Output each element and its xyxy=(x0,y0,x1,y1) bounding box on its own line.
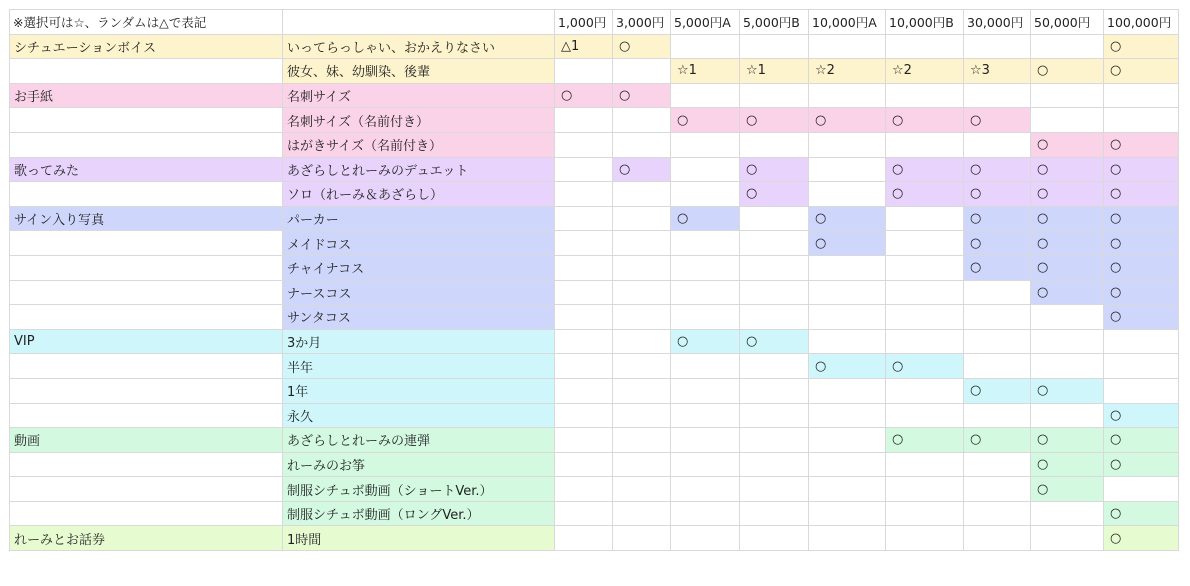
availability-cell xyxy=(886,231,964,256)
availability-cell xyxy=(613,59,671,84)
table-row xyxy=(10,83,1179,108)
table-row xyxy=(10,34,1179,59)
availability-cell: ○ xyxy=(555,83,613,108)
table-row xyxy=(10,108,1179,133)
availability-cell xyxy=(555,157,613,182)
table-row xyxy=(10,255,1179,280)
availability-cell xyxy=(1104,83,1179,108)
availability-cell xyxy=(886,132,964,157)
availability-cell xyxy=(555,452,613,477)
availability-cell xyxy=(886,403,964,428)
availability-cell xyxy=(964,83,1031,108)
availability-cell xyxy=(809,132,886,157)
availability-cell xyxy=(555,305,613,330)
item-cell: 半年 xyxy=(283,354,555,379)
availability-cell: ○ xyxy=(671,108,740,133)
availability-cell: ○ xyxy=(964,206,1031,231)
availability-cell xyxy=(1031,329,1104,354)
availability-cell: ○ xyxy=(1031,378,1104,403)
availability-cell xyxy=(1031,34,1104,59)
item-cell: あざらしとれーみの連弾 xyxy=(283,428,555,453)
availability-cell xyxy=(809,255,886,280)
availability-cell xyxy=(671,34,740,59)
price-column-header: 10,000円A xyxy=(809,10,886,35)
price-column-header: 1,000円 xyxy=(555,10,613,35)
availability-cell xyxy=(886,280,964,305)
availability-cell xyxy=(613,108,671,133)
availability-cell xyxy=(809,280,886,305)
availability-cell xyxy=(613,329,671,354)
header-blank xyxy=(283,10,555,35)
availability-cell xyxy=(671,157,740,182)
availability-cell xyxy=(886,526,964,551)
category-cell xyxy=(10,378,283,403)
availability-cell xyxy=(555,403,613,428)
item-cell: れーみのお筝 xyxy=(283,452,555,477)
availability-cell: ○ xyxy=(809,231,886,256)
item-cell: パーカー xyxy=(283,206,555,231)
category-cell: シチュエーションボイス xyxy=(10,34,283,59)
table-row xyxy=(10,280,1179,305)
availability-cell xyxy=(671,83,740,108)
availability-cell xyxy=(1031,354,1104,379)
table-row xyxy=(10,354,1179,379)
table-row xyxy=(10,182,1179,207)
availability-cell xyxy=(886,477,964,502)
availability-cell xyxy=(1031,83,1104,108)
availability-cell: ○ xyxy=(740,182,809,207)
table-row xyxy=(10,157,1179,182)
availability-cell xyxy=(740,231,809,256)
availability-cell xyxy=(555,378,613,403)
availability-cell xyxy=(1104,378,1179,403)
item-cell: 彼女、妹、幼馴染、後輩 xyxy=(283,59,555,84)
item-cell: はがきサイズ（名前付き） xyxy=(283,132,555,157)
table-row xyxy=(10,477,1179,502)
availability-cell: ○ xyxy=(740,157,809,182)
category-cell xyxy=(10,255,283,280)
availability-cell xyxy=(886,305,964,330)
availability-cell: ○ xyxy=(809,354,886,379)
category-cell: お手紙 xyxy=(10,83,283,108)
table-row xyxy=(10,132,1179,157)
availability-cell xyxy=(809,403,886,428)
availability-cell xyxy=(613,280,671,305)
availability-cell xyxy=(809,378,886,403)
availability-cell xyxy=(886,206,964,231)
availability-cell: ○ xyxy=(1104,305,1179,330)
availability-cell xyxy=(740,428,809,453)
availability-cell: ○ xyxy=(1031,255,1104,280)
availability-cell xyxy=(740,305,809,330)
availability-cell xyxy=(671,132,740,157)
availability-cell xyxy=(964,329,1031,354)
availability-cell: ○ xyxy=(1031,280,1104,305)
availability-cell xyxy=(964,132,1031,157)
category-cell xyxy=(10,354,283,379)
availability-cell xyxy=(1104,108,1179,133)
availability-cell: ○ xyxy=(809,206,886,231)
availability-cell xyxy=(964,526,1031,551)
availability-cell xyxy=(671,477,740,502)
availability-cell: ○ xyxy=(1104,452,1179,477)
availability-cell: ○ xyxy=(964,255,1031,280)
availability-cell xyxy=(613,354,671,379)
category-cell xyxy=(10,305,283,330)
price-column-header: 100,000円 xyxy=(1104,10,1179,35)
availability-cell: ○ xyxy=(964,428,1031,453)
table-row xyxy=(10,59,1179,84)
reward-table xyxy=(9,9,1179,551)
category-cell xyxy=(10,231,283,256)
availability-cell xyxy=(809,182,886,207)
availability-cell xyxy=(964,34,1031,59)
availability-cell: ☆2 xyxy=(809,59,886,84)
availability-cell xyxy=(671,354,740,379)
category-cell: 歌ってみた xyxy=(10,157,283,182)
availability-cell xyxy=(1031,305,1104,330)
availability-cell xyxy=(964,452,1031,477)
availability-cell: ○ xyxy=(809,108,886,133)
availability-cell xyxy=(671,378,740,403)
availability-cell xyxy=(671,501,740,526)
availability-cell: ○ xyxy=(1031,157,1104,182)
availability-cell xyxy=(555,108,613,133)
availability-cell: ○ xyxy=(1031,477,1104,502)
availability-cell xyxy=(671,305,740,330)
category-cell xyxy=(10,108,283,133)
availability-cell: ○ xyxy=(964,108,1031,133)
category-cell: 動画 xyxy=(10,428,283,453)
availability-cell: ○ xyxy=(1031,182,1104,207)
availability-cell xyxy=(964,305,1031,330)
availability-cell xyxy=(555,280,613,305)
availability-cell xyxy=(613,501,671,526)
item-cell: 制服シチュボ動画（ロングVer.） xyxy=(283,501,555,526)
availability-cell xyxy=(809,452,886,477)
availability-cell xyxy=(740,132,809,157)
availability-cell xyxy=(555,428,613,453)
availability-cell xyxy=(555,477,613,502)
availability-cell xyxy=(671,280,740,305)
availability-cell xyxy=(740,526,809,551)
availability-cell xyxy=(809,157,886,182)
availability-cell xyxy=(613,378,671,403)
availability-cell: ○ xyxy=(1104,255,1179,280)
availability-cell: ○ xyxy=(1031,132,1104,157)
category-cell: サイン入り写真 xyxy=(10,206,283,231)
availability-cell xyxy=(740,34,809,59)
availability-cell xyxy=(1104,477,1179,502)
availability-cell: ○ xyxy=(1104,34,1179,59)
category-cell xyxy=(10,182,283,207)
availability-cell: ○ xyxy=(1104,59,1179,84)
availability-cell xyxy=(740,477,809,502)
item-cell: いってらっしゃい、おかえりなさい xyxy=(283,34,555,59)
availability-cell xyxy=(555,329,613,354)
availability-cell: ○ xyxy=(1031,428,1104,453)
availability-cell xyxy=(809,526,886,551)
availability-cell xyxy=(809,428,886,453)
availability-cell xyxy=(809,34,886,59)
availability-cell: ○ xyxy=(1104,501,1179,526)
table-row xyxy=(10,403,1179,428)
item-cell: 3か月 xyxy=(283,329,555,354)
availability-cell xyxy=(1104,354,1179,379)
availability-cell: ○ xyxy=(613,157,671,182)
availability-cell xyxy=(671,231,740,256)
table-row xyxy=(10,526,1179,551)
price-column-header: 10,000円B xyxy=(886,10,964,35)
availability-cell xyxy=(886,452,964,477)
availability-cell xyxy=(964,280,1031,305)
category-cell xyxy=(10,132,283,157)
availability-cell xyxy=(809,83,886,108)
availability-cell: ☆2 xyxy=(886,59,964,84)
availability-cell: ○ xyxy=(1104,428,1179,453)
availability-cell xyxy=(740,83,809,108)
availability-cell xyxy=(555,526,613,551)
availability-cell xyxy=(886,34,964,59)
availability-cell xyxy=(809,329,886,354)
availability-cell xyxy=(671,428,740,453)
availability-cell xyxy=(964,501,1031,526)
availability-cell xyxy=(613,206,671,231)
availability-cell: ○ xyxy=(1031,231,1104,256)
availability-cell xyxy=(740,280,809,305)
category-cell xyxy=(10,501,283,526)
availability-cell: ○ xyxy=(1104,206,1179,231)
availability-cell xyxy=(740,206,809,231)
category-cell xyxy=(10,59,283,84)
category-cell xyxy=(10,452,283,477)
table-row xyxy=(10,231,1179,256)
availability-cell xyxy=(809,501,886,526)
category-cell xyxy=(10,403,283,428)
availability-cell xyxy=(613,305,671,330)
item-cell: サンタコス xyxy=(283,305,555,330)
table-row xyxy=(10,452,1179,477)
item-cell: ソロ（れーみ＆あざらし） xyxy=(283,182,555,207)
item-cell: メイドコス xyxy=(283,231,555,256)
table-row xyxy=(10,206,1179,231)
availability-cell: ○ xyxy=(1104,403,1179,428)
availability-cell xyxy=(1031,501,1104,526)
availability-cell: ○ xyxy=(671,329,740,354)
legend-note: ※選択可は☆、ランダムは△で表記 xyxy=(10,10,283,35)
availability-cell xyxy=(740,403,809,428)
availability-cell: ○ xyxy=(1104,526,1179,551)
availability-cell xyxy=(886,255,964,280)
table-row xyxy=(10,501,1179,526)
item-cell: 永久 xyxy=(283,403,555,428)
item-cell: チャイナコス xyxy=(283,255,555,280)
availability-cell: ○ xyxy=(964,231,1031,256)
table-row xyxy=(10,378,1179,403)
availability-cell xyxy=(886,378,964,403)
availability-cell xyxy=(740,255,809,280)
availability-cell xyxy=(671,452,740,477)
availability-cell xyxy=(809,305,886,330)
price-column-header: 30,000円 xyxy=(964,10,1031,35)
price-column-header: 3,000円 xyxy=(613,10,671,35)
category-cell xyxy=(10,280,283,305)
category-cell: れーみとお話券 xyxy=(10,526,283,551)
availability-cell xyxy=(613,255,671,280)
item-cell: ナースコス xyxy=(283,280,555,305)
availability-cell xyxy=(613,132,671,157)
availability-cell xyxy=(886,83,964,108)
availability-cell xyxy=(671,403,740,428)
availability-cell: ○ xyxy=(1104,157,1179,182)
category-cell: VIP xyxy=(10,329,283,354)
availability-cell xyxy=(671,255,740,280)
availability-cell: ☆1 xyxy=(671,59,740,84)
availability-cell xyxy=(555,354,613,379)
availability-cell xyxy=(1031,108,1104,133)
table-row xyxy=(10,329,1179,354)
availability-cell: ○ xyxy=(964,378,1031,403)
availability-cell xyxy=(1031,526,1104,551)
availability-cell xyxy=(886,501,964,526)
availability-cell: ○ xyxy=(613,34,671,59)
availability-cell xyxy=(964,477,1031,502)
availability-cell xyxy=(671,182,740,207)
availability-cell xyxy=(613,403,671,428)
price-column-header: 5,000円B xyxy=(740,10,809,35)
availability-cell xyxy=(886,329,964,354)
availability-cell: ○ xyxy=(1104,182,1179,207)
availability-cell: ○ xyxy=(613,83,671,108)
header-row xyxy=(10,10,1179,35)
availability-cell: ○ xyxy=(1031,59,1104,84)
item-cell: 名刺サイズ xyxy=(283,83,555,108)
availability-cell: ○ xyxy=(1031,452,1104,477)
availability-cell: ☆3 xyxy=(964,59,1031,84)
availability-cell: ○ xyxy=(671,206,740,231)
availability-cell xyxy=(555,132,613,157)
availability-cell xyxy=(809,477,886,502)
availability-cell: ○ xyxy=(740,108,809,133)
availability-cell: ○ xyxy=(1104,231,1179,256)
availability-cell xyxy=(555,182,613,207)
availability-cell xyxy=(613,526,671,551)
item-cell: 1年 xyxy=(283,378,555,403)
item-cell: 制服シチュボ動画（ショートVer.） xyxy=(283,477,555,502)
availability-cell xyxy=(964,403,1031,428)
availability-cell xyxy=(555,59,613,84)
availability-cell: ○ xyxy=(1104,132,1179,157)
availability-cell: ☆1 xyxy=(740,59,809,84)
availability-cell xyxy=(964,354,1031,379)
availability-cell xyxy=(671,526,740,551)
availability-cell xyxy=(740,452,809,477)
availability-cell: ○ xyxy=(740,329,809,354)
availability-cell: ○ xyxy=(886,428,964,453)
availability-cell: ○ xyxy=(886,108,964,133)
availability-cell xyxy=(555,206,613,231)
availability-cell: ○ xyxy=(1104,280,1179,305)
availability-cell xyxy=(555,255,613,280)
availability-cell xyxy=(613,428,671,453)
availability-cell: ○ xyxy=(1031,206,1104,231)
item-cell: 名刺サイズ（名前付き） xyxy=(283,108,555,133)
availability-cell: △1 xyxy=(555,34,613,59)
availability-cell xyxy=(740,378,809,403)
availability-cell xyxy=(740,501,809,526)
availability-cell xyxy=(1104,329,1179,354)
availability-cell: ○ xyxy=(886,182,964,207)
item-cell: あざらしとれーみのデュエット xyxy=(283,157,555,182)
item-cell: 1時間 xyxy=(283,526,555,551)
availability-cell xyxy=(613,182,671,207)
category-cell xyxy=(10,477,283,502)
availability-cell xyxy=(613,452,671,477)
availability-cell xyxy=(740,354,809,379)
table-row xyxy=(10,305,1179,330)
availability-cell xyxy=(555,231,613,256)
availability-cell xyxy=(613,477,671,502)
availability-cell xyxy=(613,231,671,256)
availability-cell xyxy=(555,501,613,526)
price-column-header: 5,000円A xyxy=(671,10,740,35)
availability-cell: ○ xyxy=(886,157,964,182)
price-column-header: 50,000円 xyxy=(1031,10,1104,35)
availability-cell: ○ xyxy=(964,182,1031,207)
availability-cell: ○ xyxy=(886,354,964,379)
table-row xyxy=(10,428,1179,453)
availability-cell xyxy=(1031,403,1104,428)
availability-cell: ○ xyxy=(964,157,1031,182)
